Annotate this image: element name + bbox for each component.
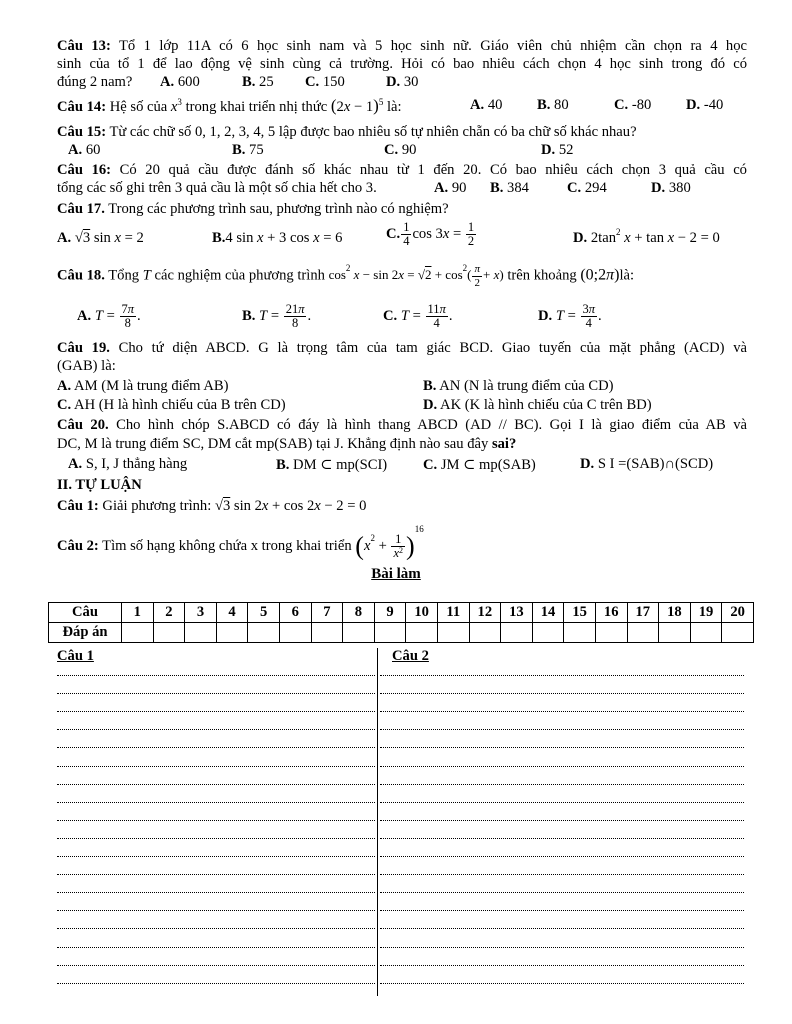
- q20-line1: Câu 20. Cho hình chóp S.ABCD có đáy là hình thang ABCD (AD // BC). Gọi I là giao điểm của AB và: [57, 417, 748, 433]
- q14-option-c: C. -80: [614, 97, 652, 113]
- answer-title: Bài làm: [371, 566, 421, 582]
- q13-option-c: C. 150: [305, 74, 345, 90]
- answer-cell[interactable]: [216, 623, 248, 643]
- work-line-right[interactable]: [380, 729, 744, 730]
- answer-cell[interactable]: [153, 623, 185, 643]
- work-line-right[interactable]: [380, 910, 744, 911]
- q14-binomial: $(2x - 1)^5$: [330, 96, 384, 115]
- essay-q2: Câu 2: Tìm số hạng không chứa x trong khai triển ($x^2$ + $\frac{1}{x^2}$ )$^{16}$: [57, 524, 424, 561]
- answer-cell[interactable]: [122, 623, 154, 643]
- work-line-right[interactable]: [380, 784, 744, 785]
- work-line-left[interactable]: [57, 983, 375, 984]
- q17-option-a: A. √3 sin x = 2: [57, 230, 144, 246]
- question-number-cell: 9: [374, 603, 406, 623]
- answer-cell[interactable]: [659, 623, 691, 643]
- question-number-cell: 14: [532, 603, 564, 623]
- q15-option-c: C. 90: [384, 142, 417, 158]
- question-number-cell: 1: [122, 603, 154, 623]
- question-number-cell: 17: [627, 603, 659, 623]
- work-area-divider: [377, 648, 378, 996]
- work-line-right[interactable]: [380, 766, 744, 767]
- q19-option-a: A. AM (M là trung điểm AB): [57, 378, 229, 394]
- question-number-cell: 3: [185, 603, 217, 623]
- question-number-cell: 19: [690, 603, 722, 623]
- q17-option-d: D. $2\tan^2$ x + tan x − 2 = 0: [573, 227, 720, 246]
- q18-option-a: A. T = $\frac{7\pi}{8}$ .: [77, 302, 141, 330]
- q19-option-b: B. AN (N là trung điểm của CD): [423, 378, 614, 394]
- question-number-cell: 16: [595, 603, 627, 623]
- q16-option-b: B. 384: [490, 180, 529, 196]
- question-number-cell: 15: [564, 603, 596, 623]
- work-line-left[interactable]: [57, 856, 375, 857]
- q17-option-c: C. $\frac{1}{4}$ cos 3x = $\frac{1}{2}$: [386, 220, 475, 248]
- work-line-right[interactable]: [380, 892, 744, 893]
- question-number-cell: 11: [437, 603, 469, 623]
- work-line-left[interactable]: [57, 784, 375, 785]
- q20-option-b: B. DM ⊂ mp(SCI): [276, 457, 388, 473]
- question-number-cell: 6: [279, 603, 311, 623]
- q19-line2: (GAB) là:: [57, 358, 116, 374]
- work-line-left[interactable]: [57, 874, 375, 875]
- q20-option-c: C. JM ⊂ mp(SAB): [423, 457, 536, 473]
- answer-grid-header-label: Câu: [49, 603, 122, 623]
- q20-option-a: A. S, I, J thẳng hàng: [68, 456, 188, 472]
- work-line-left[interactable]: [57, 965, 375, 966]
- q17-stem: Câu 17. Trong các phương trình sau, phương trình nào có nghiệm?: [57, 201, 449, 217]
- work-line-left[interactable]: [57, 711, 375, 712]
- q17-option-b: B.4 sin x + 3 cos x = 6: [212, 230, 343, 246]
- q16-option-d: D. 380: [651, 180, 691, 196]
- answer-cell[interactable]: [437, 623, 469, 643]
- answer-cell[interactable]: [564, 623, 596, 643]
- q14-option-b: B. 80: [537, 97, 569, 113]
- q16-option-a: A. 90: [434, 180, 467, 196]
- q13-line3: đúng 2 nam?: [57, 74, 133, 90]
- question-number-cell: 4: [216, 603, 248, 623]
- work-line-left[interactable]: [57, 729, 375, 730]
- work-line-right[interactable]: [380, 874, 744, 875]
- question-number-cell: 7: [311, 603, 343, 623]
- answer-cell[interactable]: [627, 623, 659, 643]
- answer-cell[interactable]: [406, 623, 438, 643]
- q18-option-c: C. T = $\frac{11\pi}{4}$ .: [383, 302, 453, 330]
- work-line-left[interactable]: [57, 820, 375, 821]
- work-line-right[interactable]: [380, 747, 744, 748]
- q14-option-a: A. 40: [470, 97, 503, 113]
- work-line-right[interactable]: [380, 711, 744, 712]
- answer-cell[interactable]: [248, 623, 280, 643]
- answer-cell[interactable]: [185, 623, 217, 643]
- answer-cell[interactable]: [374, 623, 406, 643]
- work-line-right[interactable]: [380, 983, 744, 984]
- q18-option-d: D. T = $\frac{3\pi}{4}$ .: [538, 302, 602, 330]
- work-line-right[interactable]: [380, 928, 744, 929]
- q13-line1: Câu 13: Tổ 1 lớp 11A có 6 học sinh nam và 5 học sinh nữ. Giáo viên chủ nhiệm cần chọn ra 4 học: [57, 38, 748, 54]
- question-number-cell: 2: [153, 603, 185, 623]
- work-line-right[interactable]: [380, 965, 744, 966]
- work-line-right[interactable]: [380, 802, 744, 803]
- work-line-left[interactable]: [57, 766, 375, 767]
- q14-stem: Câu 14: Hệ số của $x^3$ trong khai triển nhị thức $(2x - 1)^5$ là:: [57, 96, 402, 115]
- q13-option-d: D. 30: [386, 74, 419, 90]
- question-number-cell: 18: [659, 603, 691, 623]
- question-number-cell: 5: [248, 603, 280, 623]
- q16-option-c: C. 294: [567, 180, 607, 196]
- answer-cell[interactable]: [469, 623, 501, 643]
- q19-option-d: D. AK (K là hình chiếu của C trên BD): [423, 397, 652, 413]
- answer-cell[interactable]: [279, 623, 311, 643]
- work-line-right[interactable]: [380, 693, 744, 694]
- section2-title: II. TỰ LUẬN: [57, 477, 142, 493]
- question-number-cell: 12: [469, 603, 501, 623]
- q15-option-a: A. 60: [68, 142, 101, 158]
- q14-option-d: D. -40: [686, 97, 724, 113]
- work-line-right[interactable]: [380, 675, 744, 676]
- q20-line2: DC, M là trung điểm SC, DM cắt mp(SAB) tại J. Khẳng định nào sau đây sai?: [57, 436, 517, 452]
- q16-line1: Câu 16: Có 20 quả cầu được đánh số khác nhau từ 1 đến 20. Có bao nhiêu cách chọn 3 quả cầu có: [57, 162, 747, 178]
- work-line-left[interactable]: [57, 838, 375, 839]
- answer-cell[interactable]: [311, 623, 343, 643]
- work-line-left[interactable]: [57, 928, 375, 929]
- answer-cell[interactable]: [343, 623, 375, 643]
- answer-cell[interactable]: [595, 623, 627, 643]
- q19-option-c: C. AH (H là hình chiếu của B trên CD): [57, 397, 286, 413]
- q20-option-d: D. S I =(SAB)∩(SCD): [580, 456, 714, 472]
- answer-grid: [48, 602, 754, 643]
- work-line-right[interactable]: [380, 838, 744, 839]
- question-number-cell: 8: [343, 603, 375, 623]
- q16-line2: tổng các số ghi trên 3 quả cầu là một số chia hết cho 3.: [57, 180, 377, 196]
- question-number-cell: 20: [722, 603, 754, 623]
- work-line-left[interactable]: [57, 693, 375, 694]
- q15-stem: Câu 15: Từ các chữ số 0, 1, 2, 3, 4, 5 lập được bao nhiêu số tự nhiên chẵn có ba chữ số khác nhau?: [57, 124, 637, 140]
- work-area-left-title: Câu 1: [57, 648, 94, 664]
- work-line-left[interactable]: [57, 802, 375, 803]
- q19-line1: Câu 19. Cho tứ diện ABCD. G là trọng tâm của tam giác BCD. Giao tuyến của mặt phẳng (ACD) và: [57, 340, 748, 356]
- q18-option-b: B. T = $\frac{21\pi}{8}$ .: [242, 302, 312, 330]
- q13-line2: sinh của tổ 1 để lao động vệ sinh cùng cả trường. Hỏi có bao nhiêu cách chọn 4 học sinh trong đó có: [57, 56, 747, 72]
- answer-grid-answer-row: [49, 623, 754, 643]
- answer-grid-answer-label: Đáp án: [49, 623, 122, 643]
- q13-option-a: A. 600: [160, 74, 200, 90]
- question-number-cell: 13: [501, 603, 533, 623]
- work-line-left[interactable]: [57, 892, 375, 893]
- work-line-left[interactable]: [57, 910, 375, 911]
- work-line-left[interactable]: [57, 747, 375, 748]
- q15-option-b: B. 75: [232, 142, 264, 158]
- work-line-right[interactable]: [380, 820, 744, 821]
- answer-cell[interactable]: [690, 623, 722, 643]
- work-line-right[interactable]: [380, 947, 744, 948]
- answer-cell[interactable]: [722, 623, 754, 643]
- q15-option-d: D. 52: [541, 142, 574, 158]
- work-area-right-title: Câu 2: [392, 648, 429, 664]
- question-number-cell: 10: [406, 603, 438, 623]
- q13-option-b: B. 25: [242, 74, 274, 90]
- answer-cell[interactable]: [532, 623, 564, 643]
- q18-stem: Câu 18. Tổng T các nghiệm của phương trình $\cos^2 x - \sin 2x = √2 + \cos^2$( $\frac{\pi}{2}$ + x) trên khoảng (0;2π)là:: [57, 263, 635, 289]
- work-line-left[interactable]: [57, 675, 375, 676]
- work-line-right[interactable]: [380, 856, 744, 857]
- answer-cell[interactable]: [501, 623, 533, 643]
- answer-grid-header-row: [49, 603, 754, 623]
- work-line-left[interactable]: [57, 947, 375, 948]
- essay-q1: Câu 1: Giải phương trình: √3 sin 2x + cos 2x − 2 = 0: [57, 498, 367, 514]
